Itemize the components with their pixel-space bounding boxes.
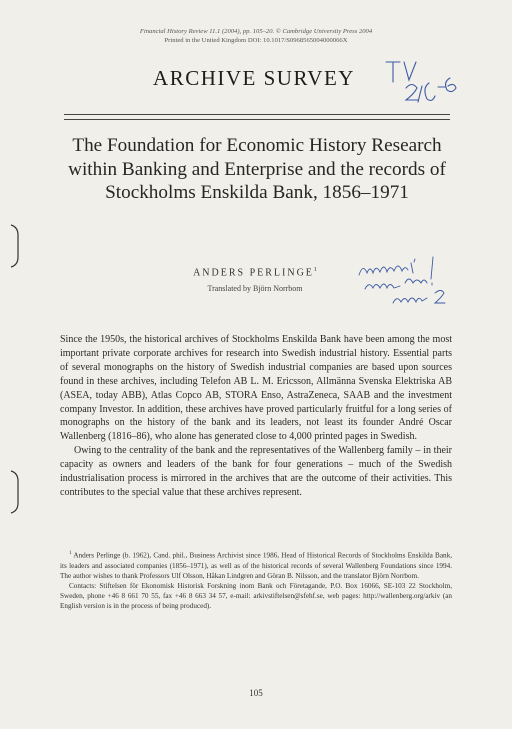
handwritten-date-annotation [378,56,476,114]
journal-citation: Financial History Review 11.1 (2004), pp. 105–20. © Cambridge University Press 2004 [139,28,373,35]
article-title: The Foundation for Economic History Research within Banking and Enterprise and the records of Stockholms Enskilda Bank, 1856–1971 [68,135,446,203]
header-rule-bottom [64,119,450,120]
footnote-contacts [60,581,452,612]
footnotes [60,549,452,612]
handwritten-margin-note [353,253,459,313]
header-rule-top [64,114,450,115]
footnote-text: Contacts: Stiftelsen för Ekonomisk Historisk Forskning inom Bank och Företagande, P.O. Box 16066, SE-103 22 Stockholm, Sweden, phone +46 8 661 70 55, fax +46 8 663 34 57, e-mail: arkivstiftelsen@sfehf.se, web pages: http://wallenberg.org/arkiv (an English version is in the process of being produced). [60,582,452,611]
translator-credit: Translated by Björn Norrbom [207,284,303,293]
article-body [60,333,452,500]
footnote-1 [60,549,452,581]
footnote-mark: 1 [69,551,72,556]
print-doi-line: Printed in the United Kingdom DOI: 10.1017/S0968565004000066X [164,37,348,44]
body-paragraph: Since the 1950s, the historical archives of Stockholms Enskilda Bank have been among the most important private corporate archives for research into Swedish industrial history. Essential parts of several monographs on the history of Swedish industrial companies are based upon sources found in these archives, including Telefon AB L. M. Ericsson, Allmänna Svenska Elektriska AB (ASEA, today ABB), Atlas Copco AB, STORA Enso, AstraZeneca, SAAB and the investment company Investor. In addition, these archives have proved particularly fruitful for a long series of monographs on the history of the bank and its leaders, not least its founder André Oscar Wallenberg (1816–86), who alone has generated close to 4,000 printed pages in Swedish. [60,334,452,443]
margin-bracket-mark [7,468,21,516]
page-number: 105 [249,688,263,698]
author-name [130,267,380,278]
author-name-text: ANDERS PERLINGE [193,267,314,279]
body-paragraph: Owing to the centrality of the bank and the representatives of the Wallenberg family – in their capacity as owners and leaders of the bank for four generations – much of the Swedish industrialisation process is mirrored in the archives that are the outcome of their activities. This contributes to the special value that these archives represent. [60,445,452,498]
section-title: ARCHIVE SURVEY [153,66,355,90]
author-footnote-mark: 1 [313,267,317,273]
margin-bracket-mark [7,222,21,270]
journal-header [60,27,452,45]
footnote-text: Anders Perlinge (b. 1962), Cand. phil., Business Archivist since 1986, Head of Historical Records of Stockholms Enskilda Bank, its leaders and associated companies (1856–1971), as well as of the historical records of several Wallenberg Foundations since 1994. The author wishes to thank Professors Ulf Olsson, Håkan Lindgren and Göran B. Nilsson, and the translator Björn Norrbom. [60,551,452,580]
